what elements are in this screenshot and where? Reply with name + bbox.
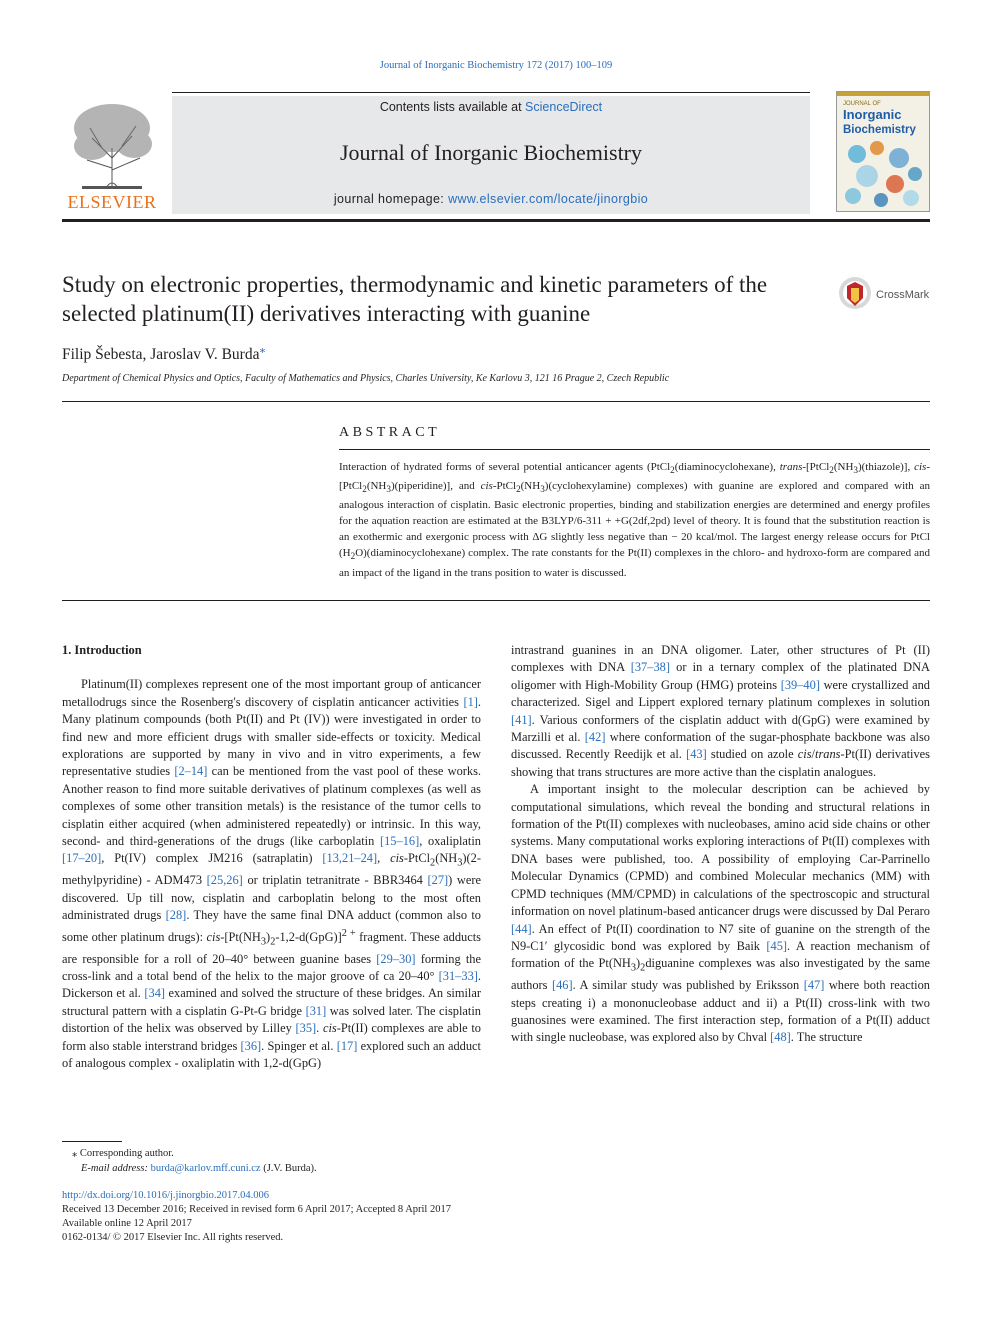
online-date: Available online 12 April 2017 (62, 1218, 192, 1229)
intro-paragraph-1: Platinum(II) complexes represent one of the most important group of anticancer metallodrugs since the Rosenberg's discovery of cisplatin anticancer activities [1]. Many platinum compounds (both Pt(II) and Pt (IV)) were investigated in order to find new and more efficient drugs with smaller side-effects or toxicity. Medical explorations are supported by many in vivo and in vitro experiments, a few representative studies [2–14] can be mentioned from the vast pool of these works. Another reason to find more suitable derivatives of platinum complexes (as well as complexes of some other transition metals) is the resistance of the tumor cells to cisplatin either acquired (when administered repeatedly) or intrinsic. In this way, second- and third-generations of the drugs (like carboplatin [15–16], oxaliplatin [17–20], Pt(IV) complex JM216 (satraplatin) [13,21–24], cis-$PtCl_2(NH_3)(2-methylpyridine) - ADM473$ [25,26] or triplatin tetranitrate - BBR3464 [27]) were discovered. Up till now, cisplatin and carboplatin belong to the most often administrated drugs [28]. They have the same final DNA adduct (common also to some other platinum drugs): cis-$[Pt(NH_3)_2-1,2-d(GpG)]^{2 +}$ fragment. These adducts are responsible for a roll of 20–40° between guanine bases [29–30] forming the cross-link and a total bend of the helix to the major groove of ca 20–40° [31–33]. Dickerson et al. [34] examined and solved the structure of these bridges. An similar structural pattern with a cisplatin G-Pt-G bridge [31] was solved later. The cisplatin distortion of the helix was observed by Lilley [35]. cis-Pt(II) complexes are able to form also stable interstrand bridges [36]. Spinger et al. [17] explored such an adduct of analogous complex - oxaliplatin with 1,2-d(GpG) (62, 677, 482, 1070)
ref-link[interactable]: [43] (686, 747, 707, 762)
ref-link[interactable]: [17–20] (62, 851, 102, 866)
cover-art (837, 92, 929, 211)
section-heading: 1. Introduction (62, 643, 142, 657)
email-link[interactable]: burda@karlov.mff.cuni.cz (150, 1163, 261, 1174)
journal-title: Journal of Inorganic Biochemistry (339, 140, 643, 165)
right-column (511, 642, 930, 1047)
divider-top (62, 401, 930, 402)
ref-link[interactable]: [45] (766, 938, 788, 953)
ref-link[interactable]: [15–16] (379, 834, 420, 849)
intro-paragraph-2: intrastrand guanines in an DNA oligomer. Later, other structures of Pt (II) complexes with DNA [37–38] or in a ternary complex of the platinated DNA oligomer with High-Mobility Group (HMG) proteins [39–40] were crystallized and characterized. Sigel and Lippert explored ternary platinum complexes in solution [41]. Various conformers of the cisplatin adduct with d(GpG) were examined by Marzilli et al. [42] where conformation of the sugar-phosphate backbone was also discussed. Recently Reedijk et al. [43] studied on azole cis/trans-Pt(II) derivatives showing that trans structures are more active than the cisplatin analogues. (511, 643, 930, 779)
cover-line2: Inorganic (843, 107, 902, 122)
ref-link[interactable]: [35] (295, 1021, 317, 1036)
received-dates: Received 13 December 2016; Received in revised form 6 April 2017; Accepted 8 April 2017 (62, 1204, 451, 1215)
ref-link[interactable]: [28] (165, 908, 187, 923)
crossmark-icon (838, 276, 934, 312)
ref-link[interactable]: [44] (511, 921, 532, 936)
journal-reference[interactable]: Journal of Inorganic Biochemistry 172 (2017) 100–109 (379, 60, 613, 71)
ref-link[interactable]: [46] (551, 978, 573, 993)
cover-line1: JOURNAL OF (843, 101, 881, 107)
ref-link[interactable]: [41] (511, 712, 532, 727)
affiliation: Department of Chemical Physics and Optics, Faculty of Mathematics and Physics, Charles University, Ke Karlovu 3, 121 16 Prague 2, Czech Republic (62, 373, 670, 384)
left-column (62, 642, 481, 1072)
homepage-link[interactable]: www.elsevier.com/locate/jinorgbio (448, 192, 649, 206)
header-top-rule (172, 92, 810, 93)
contents-line: Contents lists available at ScienceDirect (379, 100, 603, 114)
header-bottom-rule (62, 219, 930, 222)
abstract-text: Interaction of hydrated forms of several potential anticancer agents (PtCl$_2$(diaminocyclohexane), trans-$[PtCl_2(NH_3)(thiazole)]$, cis-$[PtCl_2(NH_3)(piperidine)]$, and cis-$PtCl_2(NH_3)(cyclohexylamine)$ complexes) with guanine are explored and compared with an analogous interaction of cisplatin. Basic electronic properties, binding and stabilization energies are determined and energy profiles for the aquation reaction are estimated at the B3LYP/6-311 + +G(2df,2pd) level of theory. It is found that the substitution reaction is an exothermic and exergonic process with ΔG slightly less negative than − 20 kcal/mol. The largest energy release occurs for PtCl $(H_2O)(diaminocyclohexane)$ complex. The rate constants for the Pt(II) complexes in the chloro- and hydroxo-form are compared and an impact of the ligand in the trans position to water is discussed. (339, 461, 930, 579)
intro-paragraph-3: A important insight to the molecular description can be achieved by computational simulations, which reveal the bonding and structural relations in formation of the Pt(II) complexes with nucleobases, amino acid side chains or other systems. Many computational works exploring interactions of Pt(II) complexes with DNA bases were published, too. A possibility of employing Car-Parrinello Molecular Dynamics (CPMD) and combined Molecular mechanics (MM) with CPMD techniques (MM/CPMD) in calculations of the spectroscopic and structural information on novel platinum-based anticancer drugs were discussed by Dal Peraro [44]. An effect of Pt(II) coordination to N7 site of guanine on the strength of the N9-C1′ glycosidic bond was explored by Baik [45]. A reaction mechanism of formation of the $Pt(NH_3)_2diguanine$ complexes was also investigated by the same authors [46]. A similar study was published by Eriksson [47] where both reaction steps creating i) a mononucleobase adduct and ii) a Pt(II) cross-link with two guanosines were examined. The first interaction step, formation of a Pt(II) adduct with single nucleobase, was explored also by Chval [48]. The structure (511, 782, 931, 1045)
article-title: Study on electronic properties, thermodynamic and kinetic parameters of the selected platinum(II) derivatives interacting with guanine (62, 272, 768, 326)
ref-link[interactable]: [37–38] (630, 660, 670, 675)
ref-link[interactable]: [25,26] (206, 873, 243, 888)
ref-link[interactable]: [2–14] (174, 764, 208, 779)
doi-link[interactable]: http://dx.doi.org/10.1016/j.jinorgbio.2017.04.006 (62, 1190, 269, 1201)
journal-cover[interactable] (836, 91, 930, 212)
ref-link[interactable]: [36] (240, 1038, 262, 1053)
corresponding-author-mark[interactable]: ⁎ (259, 342, 266, 356)
ref-link[interactable]: [34] (144, 986, 166, 1001)
cover-line3: Biochemistry (843, 124, 916, 136)
publisher-name: ELSEVIER (67, 192, 157, 212)
ref-link[interactable]: [27] (427, 873, 449, 888)
ref-link[interactable]: [39–40] (780, 677, 820, 692)
sciencedirect-link[interactable]: ScienceDirect (525, 100, 603, 114)
homepage-line: journal homepage: www.elsevier.com/locate/jinorgbio (333, 192, 649, 206)
ref-link[interactable]: [31] (305, 1003, 327, 1018)
crossmark-badge[interactable] (838, 276, 934, 312)
copyright: 0162-0134/ © 2017 Elsevier Inc. All rights reserved. (62, 1232, 284, 1243)
footnote-rule (62, 1141, 122, 1142)
author-list: Filip Šebesta, Jaroslav V. Burda⁎ (62, 342, 266, 364)
ref-link[interactable]: [13,21–24] (322, 851, 378, 866)
ref-link[interactable]: [1] (463, 694, 478, 709)
ref-link[interactable]: [47] (803, 978, 825, 993)
abstract-heading: ABSTRACT (339, 425, 441, 440)
corresponding-author-note: ⁎ Corresponding author. (72, 1148, 174, 1159)
ref-link[interactable]: [31–33] (438, 968, 478, 983)
ref-link[interactable]: [17] (336, 1038, 358, 1053)
email-note: E-mail address: burda@karlov.mff.cuni.cz (J.V. Burda). (81, 1163, 317, 1174)
ref-link[interactable]: [42] (584, 730, 606, 745)
divider-bottom (62, 600, 930, 601)
abstract-rule (339, 449, 930, 450)
crossmark-label: CrossMark (876, 289, 930, 301)
ref-link[interactable]: [48] (770, 1030, 791, 1045)
ref-link[interactable]: [29–30] (376, 951, 416, 966)
